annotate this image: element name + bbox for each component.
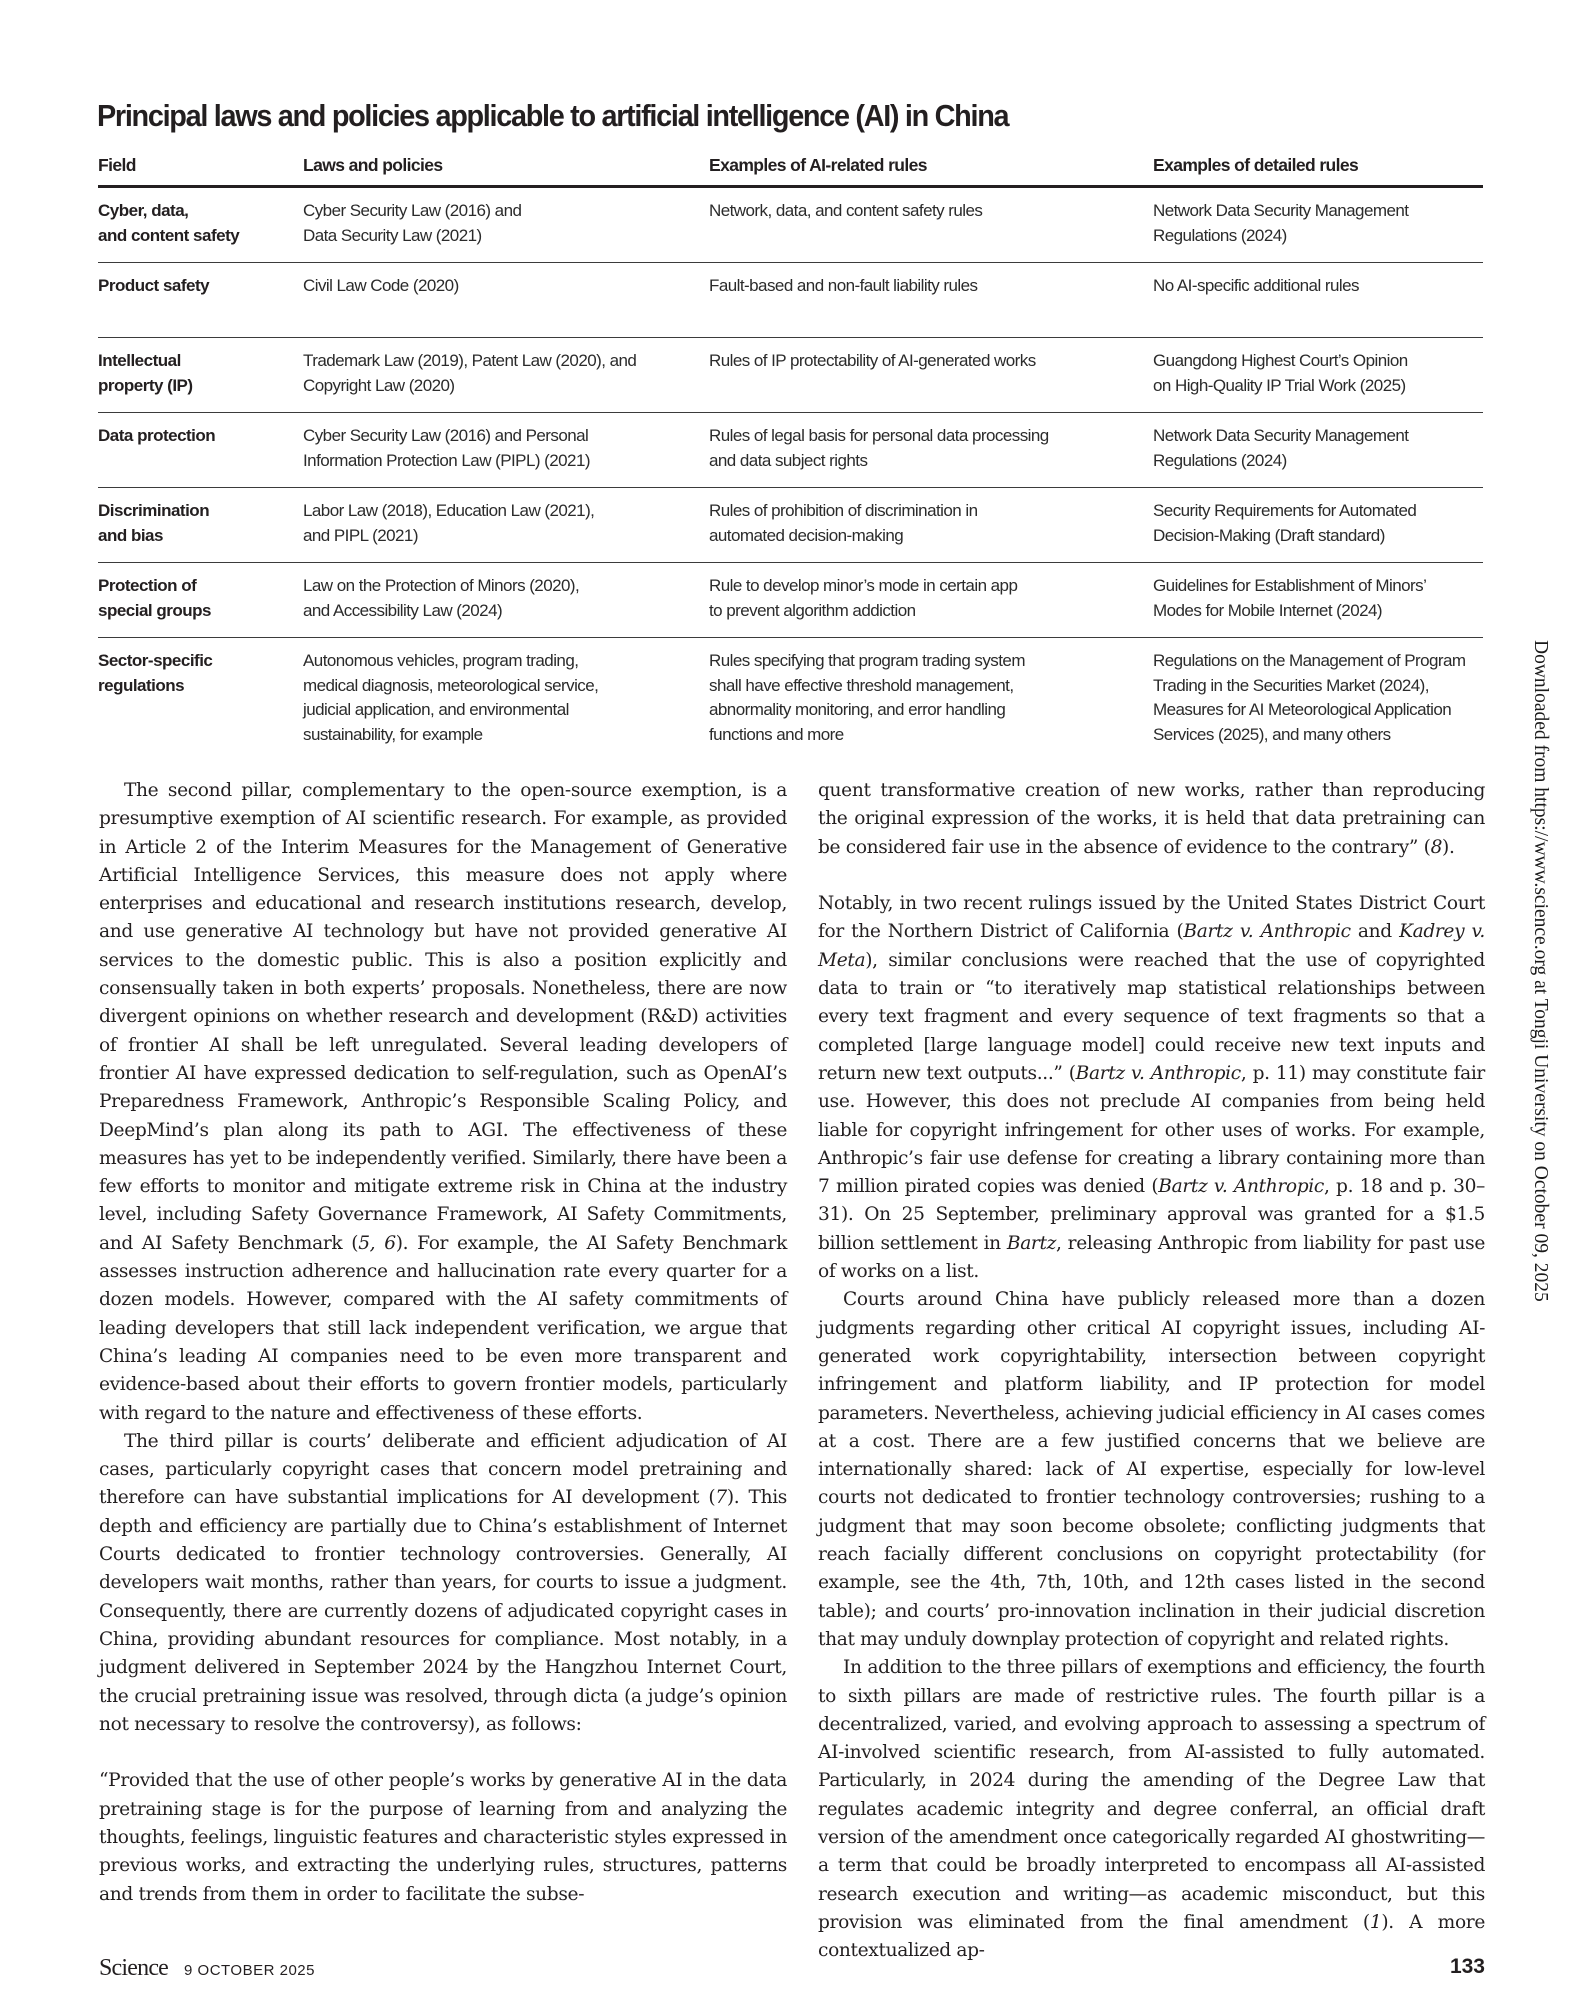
table-body — [98, 188, 1483, 758]
cell-line: Measures for AI Meteorological Application — [1153, 700, 1452, 719]
cell-line: Modes for Mobile Internet (2024) — [1153, 600, 1383, 620]
laws-policies-table — [98, 152, 1483, 758]
laws-cell — [303, 649, 683, 747]
issue-date: 9 OCTOBER 2025 — [184, 1962, 315, 1979]
detailed-rules-cell — [1153, 274, 1483, 299]
case-name: Bartz — [1006, 1232, 1057, 1254]
block-quote: “Provided that the use of other people’s works by generative AI in the data pretraining stage is for the purpose of learning from and analyzing the thoughts, feelings, linguistic features and characteristic styles expressed in previous works, and extracting the underlying rules, structures, patterns and trends from them in order to facilitate the subse- — [99, 1770, 787, 1905]
text: ). A more contextualized ap- — [818, 1911, 1485, 1962]
ai-rules-cell — [709, 349, 1129, 374]
cell-line: Autonomous vehicles, program trading, — [303, 651, 579, 670]
text: and — [1350, 921, 1400, 943]
field-cell — [98, 649, 288, 698]
citation: 5, 6 — [358, 1232, 396, 1254]
field-cell — [98, 199, 288, 248]
cell-line: Rules of prohibition of discrimination in — [709, 501, 978, 520]
table-row — [98, 188, 1483, 263]
cell-line: Network, data, and content safety rules — [709, 201, 983, 220]
body-column-right — [818, 777, 1485, 1965]
cell-line: and PIPL (2021) — [303, 525, 418, 545]
laws-cell — [303, 574, 683, 623]
cell-line: No AI-specific additional rules — [1153, 276, 1359, 295]
paragraph-third-pillar — [99, 1428, 787, 1739]
cell-line: functions and more — [709, 724, 844, 744]
paragraph-courts-china: Courts around China have publicly released more than a dozen judgments regarding other critical AI copyright issues, including AI-generated work copyrightability, intersection between copyright infringement and platform liability, and IP protection for model parameters. Nevertheless, achieving judicial efficiency in AI cases comes at a cost. There are a few justified concerns that we believe are internationally shared: lack of AI expertise, especially for low-level courts not dedicated to frontier technology controversies; rushing to a judgment that may soon become obsolete; conflicting judgments that reach facially different conclusions on copyright protectability (for example, see the 4th, 7th, 10th, and 12th cases listed in the second table); and courts’ pro-innovation inclination in their judicial discretion that may unduly downplay protection of copyright and related rights. — [818, 1289, 1485, 1650]
body-column-left — [99, 777, 787, 1909]
citation: 7 — [715, 1487, 727, 1509]
cell-line: Data protection — [98, 426, 216, 445]
citation: 8 — [1430, 836, 1443, 858]
laws-cell — [303, 349, 683, 398]
cell-line: Civil Law Code (2020) — [303, 276, 459, 295]
text: ). This depth and efficiency are partially due to China’s establishment of Internet Courts dedicated to frontier technology controversies. Generally, AI developers wait months, rather than years, for courts to issue a judgment. Consequently, there are currently dozens of adjudicated copyright cases in China, providing abundant resources for compliance. Most notably, in a judgment delivered in September 2024 by the Hangzhou Internet Court, the crucial pretraining issue was resolved, through dicta (a judge’s opinion not necessary to resolve the controversy), as follows: — [99, 1487, 788, 1735]
text: , p. 11) may constitute fair use. However, this does not preclude AI companies from being held liable for copyright infringement for other uses of works. For example, Anthropic’s fair use defense for creating a library containing more than 7 million pirated copies was denied ( — [818, 1062, 1485, 1198]
ai-rules-cell — [709, 274, 1129, 299]
cell-line: Guangdong Highest Court’s Opinion — [1153, 351, 1408, 370]
cell-line: Rules of IP protectability of AI-generated works — [709, 351, 1036, 370]
table-row — [98, 563, 1483, 638]
cell-line: sustainability, for example — [303, 724, 483, 744]
text: The third pillar is courts’ deliberate and efficient adjudication of AI cases, particularly copyright cases that concern model pretraining and therefore can have substantial implications for AI development ( — [99, 1430, 787, 1509]
cell-line: Rules of legal basis for personal data processing — [709, 426, 1049, 445]
cell-line: Cyber, data, — [98, 201, 189, 220]
text: , releasing Anthropic from liability for past use of works on a list. — [818, 1232, 1486, 1283]
cell-line: Copyright Law (2020) — [303, 375, 455, 395]
ai-rules-cell — [709, 649, 1129, 747]
paragraph-fourth-pillar — [818, 1654, 1485, 1965]
detailed-rules-cell — [1153, 649, 1483, 747]
cell-line: medical diagnosis, meteorological service, — [303, 675, 599, 695]
ai-rules-cell — [709, 499, 1129, 548]
ai-rules-cell — [709, 424, 1129, 473]
cell-line: automated decision-making — [709, 525, 904, 545]
detailed-rules-cell — [1153, 424, 1483, 473]
field-cell — [98, 574, 288, 623]
cell-line: Cyber Security Law (2016) and — [303, 201, 522, 220]
cell-line: Regulations (2024) — [1153, 225, 1287, 245]
cell-line: Protection of — [98, 576, 197, 595]
cell-line: and data subject rights — [709, 450, 868, 470]
cell-line: Decision-Making (Draft standard) — [1153, 525, 1385, 545]
cell-line: to prevent algorithm addiction — [709, 600, 916, 620]
ai-rules-cell — [709, 574, 1129, 623]
page-number: 133 — [1449, 1955, 1485, 1978]
header-laws: Laws and policies — [303, 155, 443, 175]
text: ), similar conclusions were reached that the use of copyrighted data to train or “to iteratively map statistical relationships between every text fragment and every sequence of text fragments so that a completed [large language model] could receive new text inputs and return new text outputs...” ( — [818, 949, 1485, 1084]
cell-line: Security Requirements for Automated — [1153, 501, 1417, 520]
text: , p. 18 and p. 30–31). On 25 September, preliminary approval was granted for a $1.5 billion settlement in — [818, 1176, 1485, 1254]
cell-line: and Accessibility Law (2024) — [303, 600, 503, 620]
cell-line: on High-Quality IP Trial Work (2025) — [1153, 375, 1406, 395]
table-row — [98, 413, 1483, 488]
case-name: Kadrey v. Meta — [818, 921, 1485, 971]
cell-line: Guidelines for Establishment of Minors’ — [1153, 576, 1427, 595]
detailed-rules-cell — [1153, 349, 1483, 398]
cell-line: judicial application, and environmental — [303, 700, 569, 719]
journal-name: Science — [99, 1955, 169, 1981]
field-cell — [98, 499, 288, 548]
cell-line: regulations — [98, 675, 185, 695]
text: In addition to the three pillars of exemptions and efficiency, the fourth to sixth pillars are made of restrictive rules. The fourth pillar is a decentralized, varied, and evolving approach to assessing a spectrum of AI-involved scientific research, from AI-assisted to fully automated. Particularly, in 2024 during the amending of the Degree Law that regulates academic integrity and degree conferral, an official draft version of the amendment once categorically regarded AI ghostwriting—a term that could be broadly interpreted to encompass all AI-assisted research execution and writing—as academic misconduct, but this provision was eliminated from the final amendment ( — [818, 1657, 1485, 1933]
paragraph-second-pillar — [99, 777, 787, 1428]
text: Notably, in two recent rulings issued by the United States District Court for the Northern District of California ( — [818, 893, 1485, 943]
block-quote-continued — [818, 777, 1485, 862]
field-cell — [98, 349, 288, 398]
ai-rules-cell — [709, 199, 1129, 224]
table-header-row — [98, 152, 1483, 188]
cell-line: Product safety — [98, 276, 210, 295]
cell-line: Trading in the Securities Market (2024), — [1153, 675, 1429, 695]
header-field: Field — [98, 155, 136, 175]
laws-cell — [303, 274, 683, 299]
field-cell — [98, 424, 288, 449]
download-watermark: Downloaded from https://www.science.org at Tongji University on October 09, 2025 — [1530, 640, 1551, 1302]
cell-line: Sector-specific — [98, 651, 213, 670]
cell-line: Data Security Law (2021) — [303, 225, 482, 245]
cell-line: Network Data Security Management — [1153, 201, 1409, 220]
laws-cell — [303, 424, 683, 473]
spacer — [818, 862, 1485, 890]
detailed-rules-cell — [1153, 574, 1483, 623]
text: quent transformative creation of new works, rather than reproducing the original expression of the works, it is held that data pretraining can be considered fair use in the absence of evidence to the contrary” ( — [818, 780, 1485, 858]
cell-line: property (IP) — [98, 375, 193, 395]
table-row — [98, 263, 1483, 338]
text: The second pillar, complementary to the open-source exemption, is a presumptive exemption of AI scientific research. For example, as provided in Article 2 of the Interim Measures for the Management of Generative Artificial Intelligence Services, this measure does not apply where enterprises and educational and research institutions research, develop, and use generative AI technology but have not provided generative AI services to the domestic public. This is also a position explicitly and consensually taken in both experts’ proposals. Nonetheless, there are now divergent opinions on whether research and development (R&D) activities of frontier AI shall be left unregulated. Several leading developers of frontier AI have expressed dedication to self-regulation, such as OpenAI’s Preparedness Framework, Anthropic’s Responsible Scaling Policy, and DeepMind’s plan along its path to AGI. The effectiveness of these measures has yet to be independently verified. Similarly, there have been a few efforts to monitor and mitigate extreme risk in China at the industry level, including Safety Governance Framework, AI Safety Commitments, and AI Safety Benchmark ( — [99, 780, 787, 1254]
cell-line: Cyber Security Law (2016) and Personal — [303, 426, 589, 445]
cell-line: and bias — [98, 525, 163, 545]
cell-line: special groups — [98, 600, 211, 620]
cell-line: Law on the Protection of Minors (2020), — [303, 576, 580, 595]
cell-line: abnormality monitoring, and error handling — [709, 700, 1006, 719]
field-cell — [98, 274, 288, 299]
table-row — [98, 338, 1483, 413]
cell-line: Information Protection Law (PIPL) (2021) — [303, 450, 590, 470]
header-detailed-rules: Examples of detailed rules — [1153, 155, 1359, 175]
footer-left — [99, 1955, 315, 1982]
cell-line: and content safety — [98, 225, 240, 245]
header-ai-rules: Examples of AI-related rules — [709, 155, 927, 175]
text: ). For example, the AI Safety Benchmark assesses instruction adherence and hallucination rate every quarter for a dozen models. However, compared with the AI safety commitments of leading developers that still lack independent verification, we argue that China’s leading AI companies need to be even more transparent and evidence-based about their efforts to govern frontier models, particularly with regard to the nature and effectiveness of these efforts. — [99, 1232, 787, 1424]
table-row — [98, 638, 1483, 758]
spacer — [99, 1739, 787, 1767]
citation: 1 — [1369, 1911, 1382, 1933]
cell-line: Rules specifying that program trading system — [709, 651, 1025, 670]
cell-line: Regulations on the Management of Program — [1153, 651, 1466, 670]
laws-cell — [303, 199, 683, 248]
table-title: Principal laws and policies applicable to artificial intelligence (AI) in China — [97, 98, 1009, 133]
paragraph-us-rulings — [818, 890, 1485, 1286]
case-name: Bartz v. Anthropic — [1183, 921, 1351, 943]
case-name: Bartz v. Anthropic — [1075, 1062, 1241, 1084]
cell-line: Labor Law (2018), Education Law (2021), — [303, 501, 595, 520]
cell-line: Rule to develop minor’s mode in certain app — [709, 576, 1018, 595]
cell-line: shall have effective threshold management, — [709, 675, 1014, 695]
cell-line: Network Data Security Management — [1153, 426, 1409, 445]
detailed-rules-cell — [1153, 499, 1483, 548]
laws-cell — [303, 499, 683, 548]
case-name: Bartz v. Anthropic — [1158, 1176, 1324, 1198]
cell-line: Fault-based and non-fault liability rules — [709, 276, 978, 295]
cell-line: Trademark Law (2019), Patent Law (2020), and — [303, 351, 637, 370]
table-row — [98, 488, 1483, 563]
cell-line: Discrimination — [98, 501, 210, 520]
cell-line: Services (2025), and many others — [1153, 724, 1391, 744]
cell-line: Intellectual — [98, 351, 181, 370]
detailed-rules-cell — [1153, 199, 1483, 248]
cell-line: Regulations (2024) — [1153, 450, 1287, 470]
text: ). — [1442, 836, 1455, 858]
